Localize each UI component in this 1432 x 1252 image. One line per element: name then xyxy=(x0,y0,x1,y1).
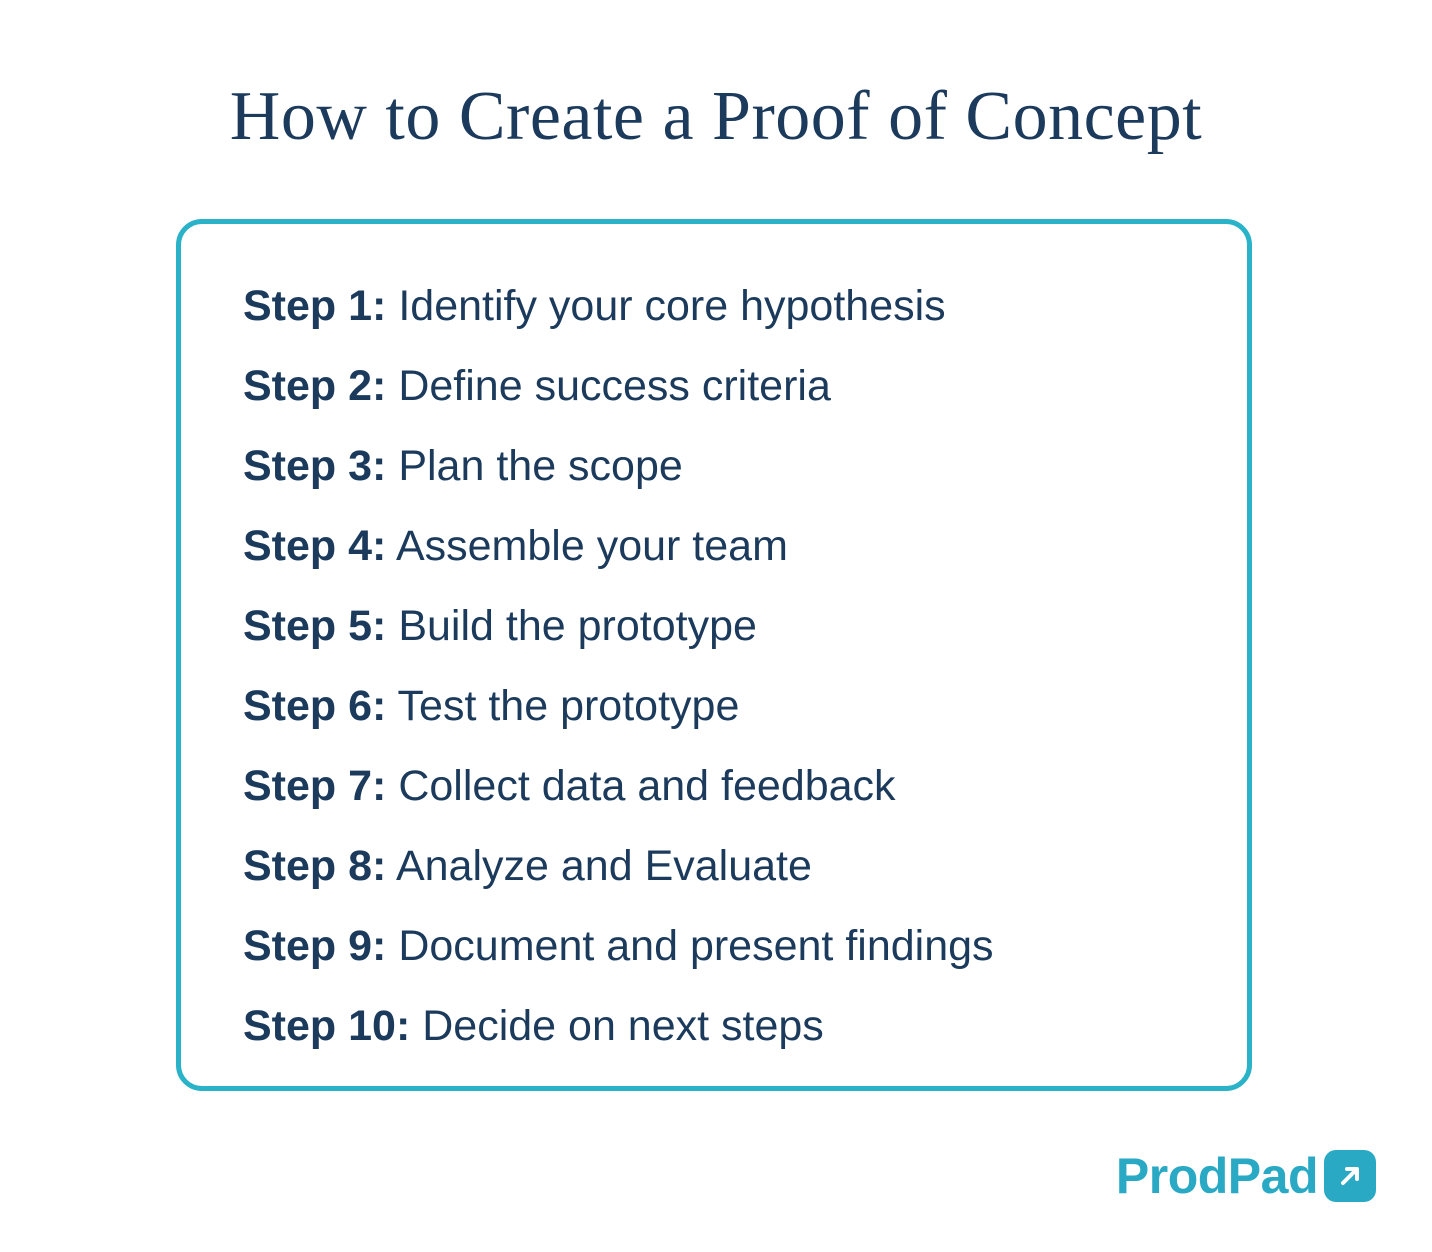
prodpad-logo xyxy=(1116,1148,1376,1204)
page-title: How to Create a Proof of Concept xyxy=(229,78,1203,155)
step-label: Step 6: xyxy=(243,682,387,730)
step-label: Step 8: xyxy=(243,842,387,890)
step-text: Collect data and feedback xyxy=(398,762,896,810)
logo-wordmark: ProdPad xyxy=(1115,1148,1318,1204)
list-item xyxy=(243,426,1217,506)
step-text: Decide on next steps xyxy=(422,1002,824,1050)
step-label: Step 2: xyxy=(243,362,387,410)
list-item xyxy=(243,986,1217,1066)
step-label: Step 10: xyxy=(243,1002,411,1050)
list-item xyxy=(243,826,1217,906)
steps-card xyxy=(176,219,1252,1091)
list-item xyxy=(243,586,1217,666)
list-item xyxy=(243,346,1217,426)
arrow-up-right-icon xyxy=(1324,1150,1376,1202)
step-text: Build the prototype xyxy=(398,602,757,650)
step-text: Test the prototype xyxy=(397,682,740,730)
list-item xyxy=(243,266,1217,346)
step-label: Step 5: xyxy=(243,602,387,650)
step-text: Define success criteria xyxy=(398,362,831,410)
step-text: Assemble your team xyxy=(395,522,788,570)
step-label: Step 3: xyxy=(243,442,387,490)
step-label: Step 9: xyxy=(243,922,387,970)
step-text: Plan the scope xyxy=(398,442,683,490)
list-item xyxy=(243,746,1217,826)
steps-list xyxy=(243,266,1217,1066)
list-item xyxy=(243,506,1217,586)
list-item xyxy=(243,666,1217,746)
step-text: Document and present findings xyxy=(398,922,994,970)
step-label: Step 1: xyxy=(243,282,387,330)
step-label: Step 7: xyxy=(243,762,387,810)
list-item xyxy=(243,906,1217,986)
step-text: Analyze and Evaluate xyxy=(395,842,812,890)
step-text: Identify your core hypothesis xyxy=(398,282,946,330)
step-label: Step 4: xyxy=(243,522,387,570)
